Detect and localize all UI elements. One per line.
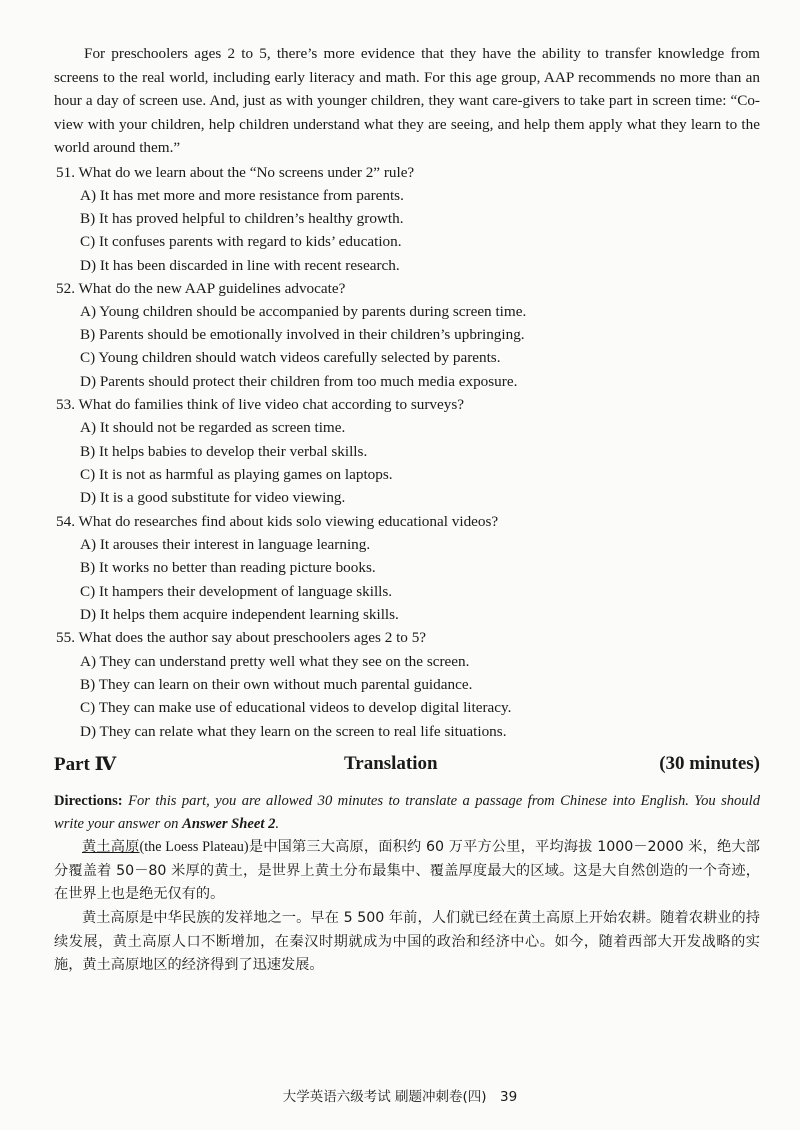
question-53-option-c: C) It is not as harmful as playing games on laptops. (80, 466, 393, 483)
question-53-option-a: A) It should not be regarded as screen time. (80, 419, 346, 436)
question-55-option-d: D) They can relate what they learn on the screen to real life situations. (80, 723, 507, 740)
page-footer: 大学英语六级考试 刷题冲刺卷(四) 39 (282, 1089, 518, 1105)
question-52-stem: 52. What do the new AAP guidelines advocate? (56, 280, 346, 297)
question-55-option-c: C) They can make use of educational videos to develop digital literacy. (80, 699, 512, 716)
question-54-option-c: C) It hampers their development of language skills. (80, 583, 393, 600)
directions-label: Directions: (54, 793, 123, 809)
question-54-option-d: D) It helps them acquire independent learning skills. (80, 606, 399, 623)
question-53-option-b: B) It helps babies to develop their verbal skills. (80, 443, 368, 460)
translation-paragraph-2: 黄土高原是中华民族的发祥地之一。早在 5 500 年前，人们就已经在黄土高原上开始农耕。随着农耕业的持续发展，黄土高原人口不断增加，在秦汉时期就成为中国的政治和经济中心。如今，随着西部大开发战略的实施，黄土高原地区的经济得到了迅速发展。 (54, 910, 760, 973)
question-54-option-a: A) It arouses their interest in language learning. (80, 536, 371, 553)
question-53-stem: 53. What do families think of live video chat according to surveys? (56, 396, 464, 413)
translation-term: 黄土高原 (82, 839, 140, 855)
question-54-stem: 54. What do researches find about kids solo viewing educational videos? (56, 513, 499, 530)
question-55-option-b: B) They can learn on their own without much parental guidance. (80, 676, 473, 693)
part-label: Part Ⅳ (54, 754, 117, 775)
question-52-option-a: A) Young children should be accompanied by parents during screen time. (80, 303, 527, 320)
question-55-stem: 55. What does the author say about preschoolers ages 2 to 5? (56, 629, 427, 646)
part-header (54, 753, 760, 781)
directions-text: For this part, you are allowed 30 minutes to translate a passage from Chinese into English. You should write your answer on (54, 793, 760, 832)
question-54-option-b: B) It works no better than reading picture books. (80, 559, 376, 576)
question-52-option-b: B) Parents should be emotionally involved in their children’s upbringing. (80, 326, 525, 343)
directions-answer-sheet: Answer Sheet 2 (182, 816, 276, 832)
question-51-option-b: B) It has proved helpful to children’s healthy growth. (80, 210, 404, 227)
question-51-option-c: C) It confuses parents with regard to kids’ education. (80, 233, 402, 250)
question-55-option-a: A) They can understand pretty well what they see on the screen. (80, 653, 470, 670)
question-51-option-a: A) It has met more and more resistance from parents. (80, 187, 404, 204)
passage-paragraph: For preschoolers ages 2 to 5, there’s more evidence that they have the ability to transfer knowledge from screens to the real world, including early literacy and math. For this age group, AAP recommends no more than an hour a day of screen use. And, just as with younger children, they want care-givers to take part in screen time: “Co-view with your children, help children understand what they are seeing, and help them apply what they learn to the world around them.” (54, 45, 760, 156)
question-52-option-d: D) Parents should protect their children from too much media exposure. (80, 373, 518, 390)
question-53-option-d: D) It is a good substitute for video viewing. (80, 489, 346, 506)
question-51-stem: 51. What do we learn about the “No screens under 2” rule? (56, 164, 415, 181)
directions-end: . (275, 816, 280, 832)
part-time: (30 minutes) (659, 753, 760, 774)
directions (54, 790, 760, 836)
translation-term-english: (the Loess Plateau) (139, 839, 249, 855)
part-title: Translation (344, 753, 438, 774)
translation-paragraph-1-text: 是中国第三大高原，面积约 60 万平方公里，平均海拔 1000－2000 米，绝大部分覆盖着 50－80 米厚的黄土，是世界上黄土分布最集中、覆盖厚度最大的区域。这是大自然创造的一个奇迹，在世界上也是绝无仅有的。 (54, 839, 760, 902)
question-52-option-c: C) Young children should watch videos carefully selected by parents. (80, 349, 501, 366)
translation-paragraph-1 (54, 836, 760, 907)
question-51-option-d: D) It has been discarded in line with recent research. (80, 257, 400, 274)
